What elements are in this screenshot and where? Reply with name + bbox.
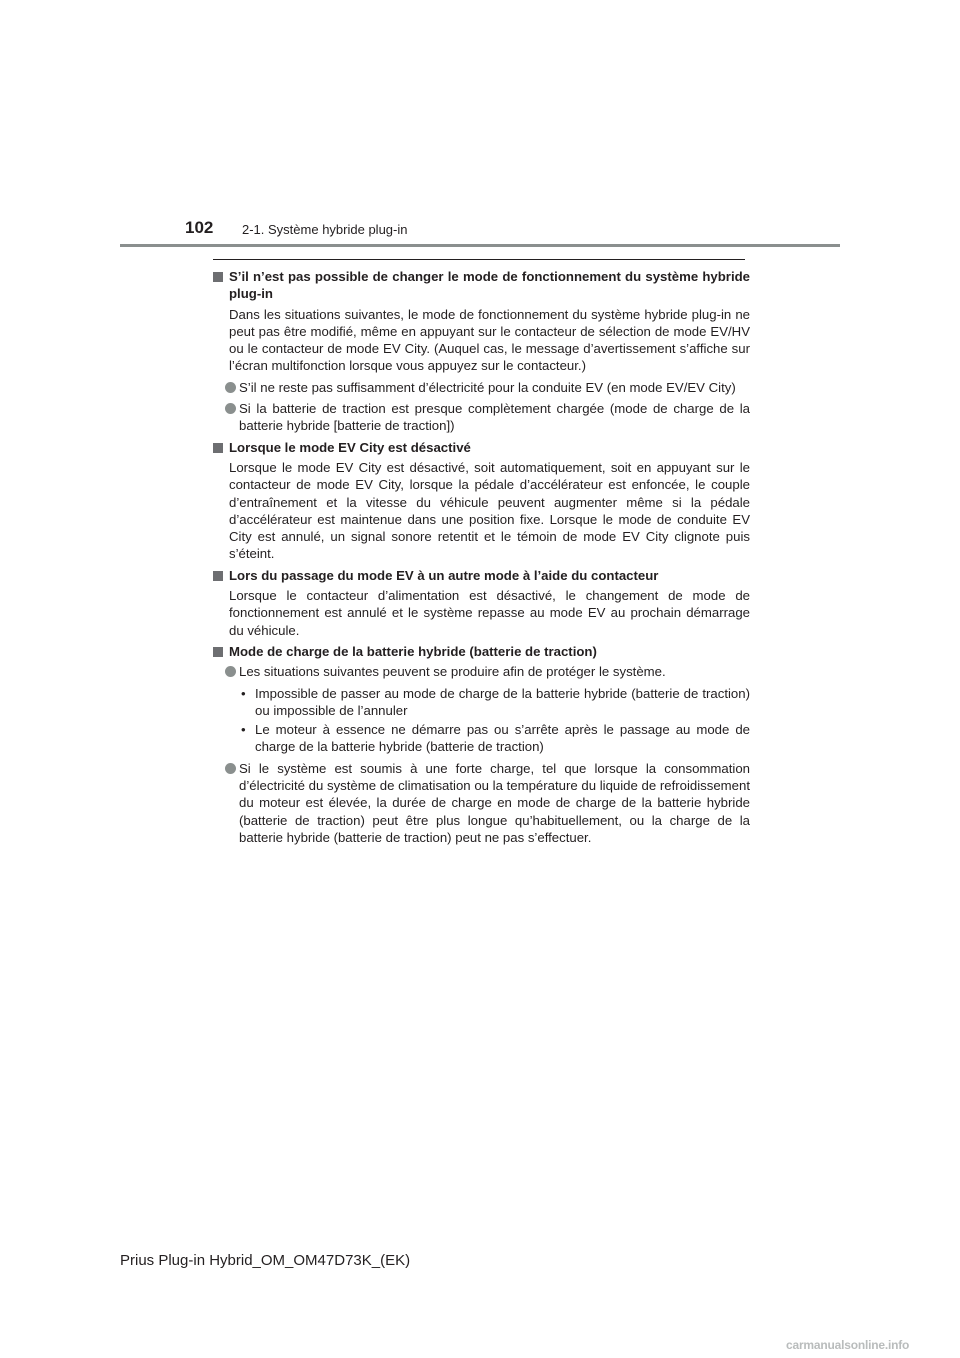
section-ev-mode-switch: [213, 567, 750, 639]
page-number: 102: [185, 218, 214, 237]
header-divider: [120, 244, 840, 247]
watermark: carmanualsonline.info: [786, 1338, 910, 1352]
section-heading: [213, 268, 750, 303]
section-heading: [213, 643, 750, 660]
section-title: 2-1. Système hybride plug-in: [242, 222, 408, 237]
dot-bullet-icon: •: [241, 722, 246, 738]
list-item: [213, 400, 750, 435]
page-content: [213, 268, 750, 850]
heading-text: Mode de charge de la batterie hybride (batterie de traction): [229, 643, 597, 659]
heading-text: Lors du passage du mode EV à un autre mode à l’aide du contacteur: [229, 567, 659, 583]
list-item: [213, 663, 750, 680]
section-heading: [213, 567, 750, 584]
list-item-text: Les situations suivantes peuvent se produire afin de protéger le système.: [239, 664, 666, 680]
paragraph: Lorsque le contacteur d’alimentation est désactivé, le changement de mode de fonctionnement est annulé et le système repasse au mode EV au prochain démarrage du véhicule.: [229, 588, 750, 638]
sub-list-item: [213, 685, 750, 720]
list-item-text: S’il ne reste pas suffisamment d’électricité pour la conduite EV (en mode EV/EV City): [239, 379, 736, 395]
list-item-text: Si la batterie de traction est presque complètement chargée (mode de charge de la batterie hybride [batterie de traction]): [239, 401, 750, 434]
circle-bullet-icon: [225, 382, 236, 393]
section-ev-city-disabled: [213, 439, 750, 563]
page-header: [0, 0, 960, 250]
square-bullet-icon: [213, 272, 223, 282]
paragraph: Lorsque le mode EV City est désactivé, soit automatiquement, soit en appuyant sur le contacteur de mode EV City, lorsque la pédale d’accélérateur est enfoncée, le couple d’entraînement et la vitesse du véhicule peuvent augmenter même si la pédale d’accélérateur est maintenue dans une position fixe. Lorsque le mode de conduite EV City est annulé, un signal sonore retentit et le témoin de mode EV City clignote puis s’éteint.: [229, 459, 750, 562]
circle-bullet-icon: [225, 666, 236, 677]
dot-bullet-icon: •: [241, 685, 246, 701]
footer-manual-id: Prius Plug-in Hybrid_OM_OM47D73K_(EK): [120, 1252, 411, 1269]
list-item: [213, 379, 750, 396]
square-bullet-icon: [213, 443, 223, 453]
section-battery-charge-mode: [213, 643, 750, 846]
list-item: [213, 760, 750, 846]
paragraph: Dans les situations suivantes, le mode de fonctionnement du système hybride plug-in ne peut pas être modifié, même en appuyant sur le contacteur de sélection de mode EV/HV ou le contacteur de mode EV City. (Auquel cas, le message d’avertissement s’affiche sur l’écran multifonction lorsque vous appuyez sur le contacteur.): [229, 306, 750, 374]
heading-text: Lorsque le mode EV City est désactivé: [229, 439, 471, 455]
section-heading: [213, 439, 750, 456]
sub-list-item-text: Le moteur à essence ne démarre pas ou s’arrête après le passage au mode de charge de la batterie hybride (batterie de traction): [255, 722, 750, 755]
square-bullet-icon: [213, 571, 223, 581]
circle-bullet-icon: [225, 763, 236, 774]
sub-list-item: [213, 721, 750, 756]
content-top-rule: [213, 259, 745, 260]
square-bullet-icon: [213, 647, 223, 657]
circle-bullet-icon: [225, 403, 236, 414]
list-item-text: Si le système est soumis à une forte charge, tel que lorsque la consommation d’électricité du système de climatisation ou la température du liquide de refroidissement du moteur est élevée, la durée de charge en mode de charge de la batterie hybride (batterie de traction) peut être plus longue qu’habituellement, ou la charge de la batterie hybride (batterie de traction) peut ne pas s’effectuer.: [239, 760, 750, 845]
section-mode-change-impossible: [213, 268, 750, 435]
sub-list-item-text: Impossible de passer au mode de charge de la batterie hybride (batterie de traction) ou impossible de l’annuler: [255, 685, 750, 718]
heading-text: S’il n’est pas possible de changer le mode de fonctionnement du système hybride plug-in: [229, 269, 750, 302]
